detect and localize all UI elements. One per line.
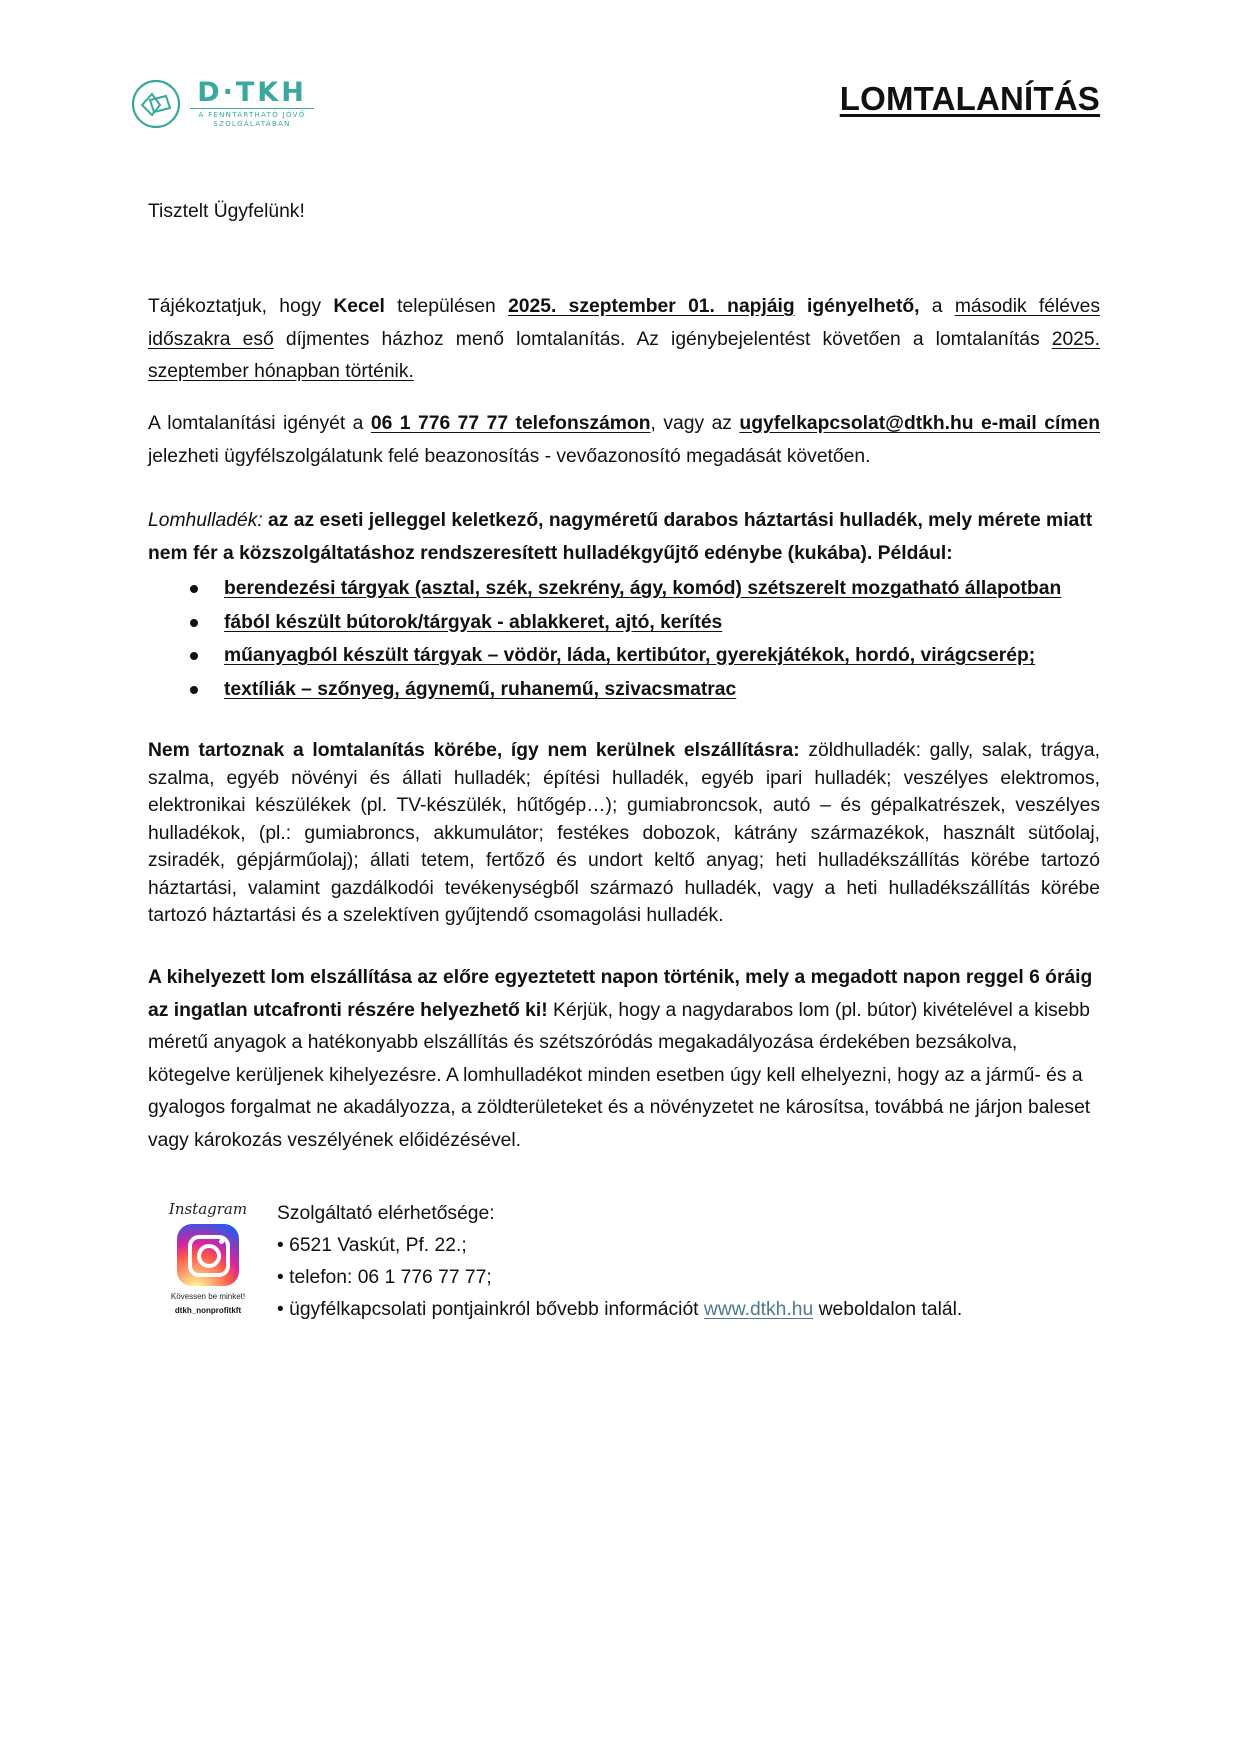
placement-lead: A kihelyezett lom elszállítása az előre egyeztetett napon történik, mely a megadott napon reggel 6 óráig az ingatlan utcafronti részére helyezhető ki! [148, 967, 1093, 1021]
dtkh-logo [130, 76, 330, 132]
list-item [148, 572, 1100, 606]
bullet-icon [190, 619, 198, 627]
website-link[interactable]: www.dtkh.hu [703, 1299, 814, 1320]
instagram-follow-text: Kövessen be minket! [170, 1292, 246, 1301]
text: • ügyfélkapcsolati pontjainkról bővebb információt [277, 1299, 704, 1320]
list-item-text: fából készült bútorok/tárgyak - ablakkeret, ajtó, kerítés [224, 611, 723, 633]
exclusions-paragraph [148, 737, 1100, 930]
text [795, 296, 807, 317]
text: a [919, 296, 955, 317]
definition-term: Lomhulladék: [148, 510, 263, 531]
contact-phone: • telefon: 06 1 776 77 77; [277, 1267, 492, 1288]
logo-tagline-1: A FENNTARTHATÓ JÖVŐ [198, 111, 306, 119]
bullet-icon [190, 585, 198, 593]
page-title: LOMTALANÍTÁS [839, 80, 1100, 117]
contact-heading: Szolgáltató elérhetősége: [277, 1203, 495, 1224]
instagram-icon-dot [219, 1239, 224, 1244]
requestable: igényelhető, [807, 296, 920, 317]
contact-address: • 6521 Vaskút, Pf. 22.; [277, 1235, 467, 1256]
logo-tagline-2: SZOLGÁLATÁBAN [213, 120, 291, 128]
intro-paragraph [148, 291, 1100, 389]
text: weboldalon talál. [813, 1299, 963, 1320]
dtkh-logo-icon [130, 78, 182, 130]
list-item-text: műanyagból készült tárgyak – vödör, láda, kertibútor, gyerekjátékok, hordó, virágcserép; [224, 645, 1036, 666]
examples-list [148, 572, 1100, 706]
period: második féléves időszakra eső [148, 296, 1101, 350]
text: A lomtalanítási igényét a [148, 413, 371, 434]
logo-name: D·TKH [197, 77, 307, 108]
instagram-icon [177, 1224, 239, 1286]
collection-month: 2025. szeptember hónapban történik. [148, 328, 1100, 382]
text: , vagy az [650, 413, 740, 434]
list-item-text: textíliák – szőnyeg, ágynemű, ruhanemű, szivacsmatrac [224, 678, 737, 700]
bullet-icon [190, 652, 198, 660]
instagram-badge [158, 1200, 258, 1315]
email-link[interactable]: ugyfelkapcsolat@dtkh.hu e-mail címen [739, 413, 1100, 434]
request-paragraph [148, 408, 1100, 473]
logo-divider [190, 108, 314, 109]
text: jelezheti ügyfélszolgálatunk felé beazonosítás - vevőazonosító megadását követően. [148, 445, 871, 467]
instagram-icon-lens [197, 1244, 221, 1268]
greeting: Tisztelt Ügyfelünk! [148, 201, 305, 222]
text: településen [384, 296, 509, 317]
bullet-icon [190, 686, 198, 694]
town-name: Kecel [333, 296, 385, 317]
instagram-handle: dtkh_nonprofitkft [174, 1306, 242, 1315]
definition-paragraph [148, 505, 1100, 570]
list-item [148, 639, 1100, 673]
phone-link[interactable]: 06 1 776 77 77 telefonszámon [370, 413, 651, 434]
placement-paragraph [148, 962, 1100, 1157]
deadline: 2025. szeptember 01. napjáig [508, 296, 795, 317]
exclusions-text: zöldhulladék: gally, salak, trágya, szalma, egyéb növényi és állati hulladék; építési hulladék, egyéb ipari hulladék; veszélyes elektromos, elektronikai készülékek (pl. TV-készülék, hűtőgép…); gumiabroncsok, autó – és gépalkatrészek, veszélyes hulladékok, (pl.: gumiabroncs, akkumulátor; festékes dobozok, kátrány származékok, használt sütőolaj, zsiradék, gépjárműolaj); állati tetem, fertőző és undort keltő anyag; heti hulladékszállítás körébe tartozó háztartási, valamint gazdálkodói tevékenységből származó hulladék, vagy a heti hulladékszállítás körébe tartozó háztartási és a szelektíven gyűjtendő csomagolási hulladék. [148, 740, 1100, 926]
list-item [148, 606, 1100, 640]
placement-text: Kérjük, hogy a nagydarabos lom (pl. bútor) kivételével a kisebb méretű anyagok a hatékonyabb elszállítás és szétszóródás megakadályozása érdekében bezsákolva, kötegelve kerüljenek kihelyezésre. A lomhulladékot minden esetben úgy kell elhelyezni, hogy az a jármű- és a gyalogos forgalmat ne akadályozza, a zöldterületeket és a növényzetet ne károsítsa, továbbá ne járjon baleset vagy károkozás veszélyének előidézésével. [148, 999, 1091, 1151]
contact-info [277, 1294, 962, 1326]
text: Tájékoztatjuk, hogy [148, 296, 334, 317]
text: díjmentes házhoz menő lomtalanítás. Az igénybejelentést követően a lomtalanítás [273, 328, 1052, 350]
instagram-wordmark: Instagram [168, 1200, 248, 1218]
list-item [148, 673, 1100, 707]
contact-block [277, 1198, 962, 1326]
exclusions-lead: Nem tartoznak a lomtalanítás körébe, így nem kerülnek elszállításra: [148, 740, 800, 761]
list-item-text: berendezési tárgyak (asztal, szék, szekrény, ágy, komód) szétszerelt mozgatható állapotban [224, 578, 1062, 599]
definition-text: az az eseti jelleggel keletkező, nagyméretű darabos háztartási hulladék, mely mérete miatt nem fér a közszolgáltatáshoz rendszeresített hulladékgyűjtő edénybe (kukába). Például: [148, 510, 1093, 564]
